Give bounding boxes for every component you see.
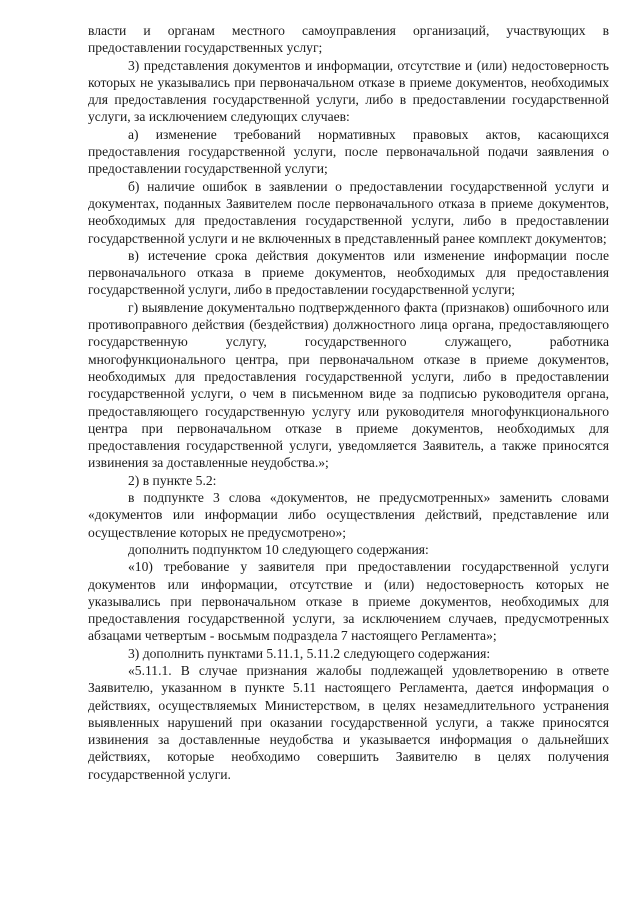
paragraph-item-3: 3) представления документов и информации, отсутствие и (или) недостоверность которых не указывались при первоначальном отказе в приеме документов, необходимых для предоставления государственной услуги, либо в предоставлении государственной услуги, за исключением следующих случаев: <box>88 57 609 125</box>
paragraph-item-3-add-points: 3) дополнить пунктами 5.11.1, 5.11.2 следующего содержания: <box>128 645 491 661</box>
paragraph-replace-words: в подпункте 3 слова «документов, не предусмотренных» заменить словами «документов или информации либо осуществления действий, представление или осуществление которых не предусмотрено»; <box>88 490 609 540</box>
paragraph-item-2-point-5-2: 2) в пункте 5.2: <box>128 472 217 488</box>
paragraph-subitem-10-text: «10) требование у заявителя при предоставлении государственной услуги документов или информации, отсутствие и (или) недостоверность которых не указывались при первоначальном отказе в приеме документов, необходимых для предоставления государственной услуги, за исключением случаев, предусмотренных абзацами четвертым - восьмым подраздела 7 настоящего Регламента»; <box>88 559 609 644</box>
paragraph-point-5-11-1: «5.11.1. В случае признания жалобы подлежащей удовлетворению в ответе Заявителю, указанном в пункте 5.11 настоящего Регламента, дается информация о действиях, осуществляемых Министерством, в целях незамедлительного устранения выявленных нарушений при оказании государственной услуги, а также приносятся извинения за доставленные неудобства и указывается информация о дальнейших действиях, которые необходимо совершить Заявителю в целях получения государственной услуги. <box>88 662 609 782</box>
paragraph-subitem-b: б) наличие ошибок в заявлении о предоставлении государственной услуги и документах, поданных Заявителем после первоначального отказа в приеме документов, необходимых для предоставления государственной услуги, либо в предоставлении государственной услуги и не включенных в представленный ранее комплект документов; <box>88 178 609 246</box>
paragraph-continuation: власти и органам местного самоуправления организаций, участвующих в предоставлении государственных услуг; <box>88 23 609 56</box>
paragraph-subitem-a: а) изменение требований нормативных правовых актов, касающихся предоставления государственной услуги, после первоначальной подачи заявления о предоставлении государственной услуги; <box>88 126 609 177</box>
paragraph-subitem-g: г) выявление документально подтвержденного факта (признаков) ошибочного или противоправного действия (бездействия) должностного лица органа, предоставляющего государственную услугу, государственного служащего, работника многофункционального центра, при первоначальном отказе в приеме документов, необходимых для предоставления государственной услуги, либо в предоставлении государственной услуги, о чем в письменном виде за подписью руководителя органа, предоставляющего государственную услугу или руководителя многофункционального центра при первоначальном отказе в приеме документов, необходимых для предоставления государственной услуги, уведомляется Заявитель, а также приносятся извинения за доставленные неудобства.»; <box>88 299 609 471</box>
paragraph-add-subitem-10: дополнить подпунктом 10 следующего содержания: <box>128 541 429 557</box>
document-page <box>88 22 609 783</box>
paragraph-subitem-v: в) истечение срока действия документов или изменение информации после первоначального отказа в приеме документов, необходимых для предоставления государственной услуги, либо в предоставлении государственной услуги; <box>88 247 609 298</box>
